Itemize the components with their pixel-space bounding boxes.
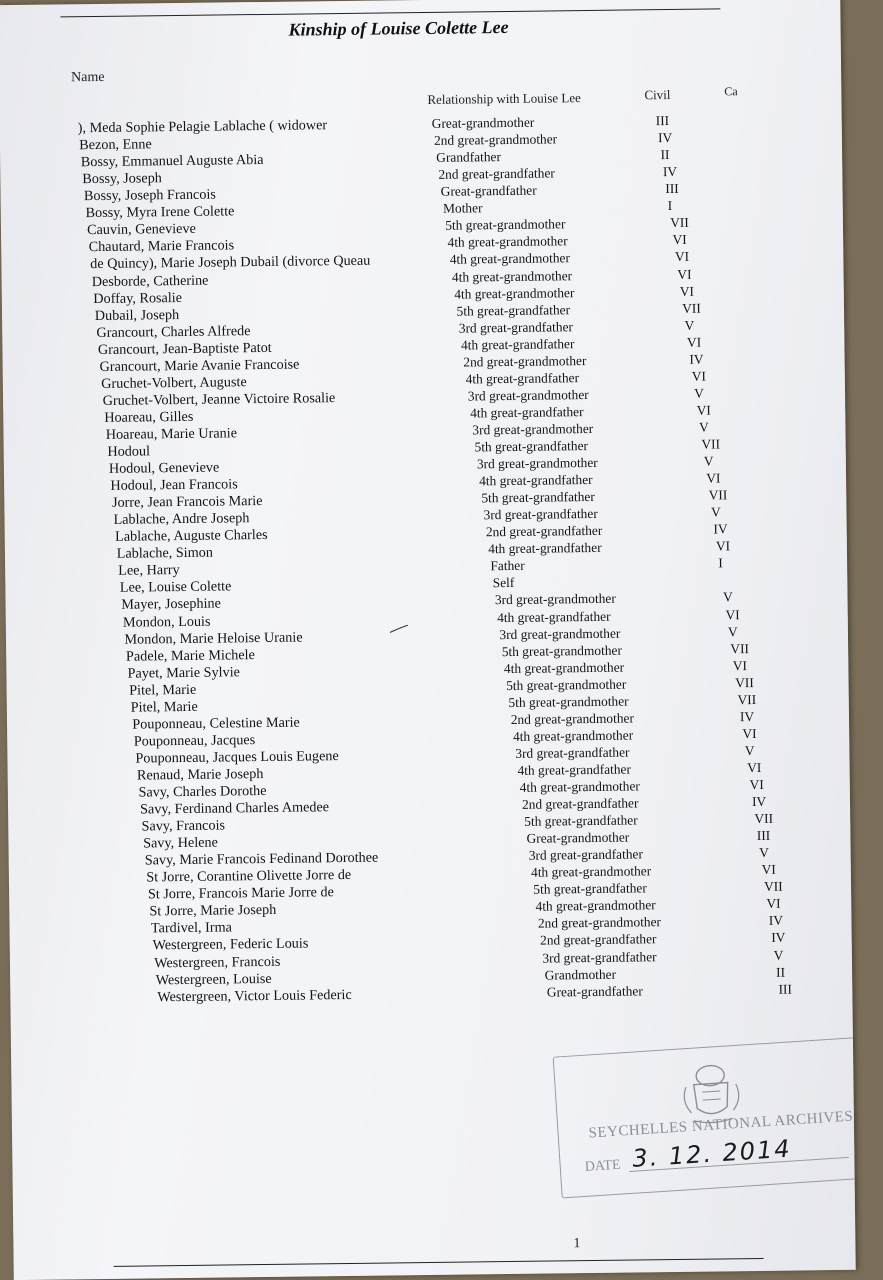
row-relationship: 4th great-grandmother	[535, 897, 656, 914]
row-relationship: 2nd great-grandmother	[537, 914, 662, 932]
row-relationship: Great-grandfather	[440, 182, 537, 199]
row-relationship: 4th great-grandfather	[517, 761, 631, 778]
row-civil: VI	[749, 776, 764, 793]
row-relationship: 3rd great-grandmother	[467, 386, 589, 404]
row-civil: IV	[739, 708, 755, 724]
row-relationship: 5th great-grandfather	[474, 437, 589, 455]
stamp-date-label: DATE	[584, 1157, 622, 1175]
row-name: Pitel, Marie	[130, 698, 198, 716]
row-relationship: 4th great-grandmother	[447, 233, 568, 251]
row-civil: VI	[674, 249, 690, 265]
row-civil: VII	[730, 640, 750, 656]
row-relationship: 3rd great-grandfather	[458, 318, 574, 336]
column-header-truncated: Ca	[724, 84, 738, 99]
row-relationship: 3rd great-grandmother	[499, 625, 621, 642]
row-civil: VI	[761, 861, 776, 878]
row-name: Westergreen, Victor Louis Federic	[157, 986, 352, 1005]
row-civil: V	[744, 742, 755, 759]
row-civil: VI	[715, 538, 731, 554]
row-relationship: 4th great-grandmother	[454, 284, 575, 302]
row-relationship: 2nd great-grandfather	[438, 165, 555, 183]
row-civil: V	[703, 453, 714, 469]
row-relationship: 4th great-grandmother	[449, 250, 570, 268]
row-relationship: 5th great-grandfather	[456, 301, 571, 319]
page-number: 1	[573, 1236, 581, 1252]
row-name: Savy, Charles Dorothe	[138, 782, 267, 801]
row-civil: VI	[725, 606, 740, 622]
row-name: Bossy, Myra Irene Colette	[85, 203, 235, 222]
row-relationship: 5th great-grandmother	[445, 216, 566, 234]
column-header-name: Name	[71, 69, 105, 86]
row-relationship: 5th great-grandfather	[533, 880, 647, 898]
row-name: Bezon, Enne	[79, 136, 152, 154]
row-name: Westergreen, Francois	[154, 953, 281, 971]
row-relationship: 3rd great-grandfather	[528, 846, 643, 863]
row-relationship: 3rd great-grandfather	[515, 744, 630, 761]
row-relationship: 3rd great-grandmother	[494, 591, 616, 608]
row-civil: IV	[771, 930, 786, 946]
row-civil: VII	[735, 674, 754, 690]
row-relationship: 3rd great-grandmother	[472, 420, 594, 438]
row-name: Lablache, Simon	[116, 544, 213, 563]
row-civil: VI	[732, 657, 747, 673]
row-civil: V	[723, 589, 733, 605]
row-relationship: 2nd great-grandmother	[433, 131, 558, 148]
row-relationship: 5th great-grandfather	[481, 489, 595, 506]
row-name: Hodoul, Genevieve	[108, 459, 220, 477]
row-name: Hoareau, Marie Uranie	[105, 425, 238, 443]
row-name: Grancourt, Marie Avanie Francoise	[99, 356, 300, 375]
row-civil: II	[776, 964, 786, 980]
row-relationship: 4th great-grandfather	[465, 369, 580, 387]
row-civil: IV	[768, 913, 784, 929]
row-civil: VII	[708, 487, 728, 503]
row-relationship: 4th great-grandfather	[479, 472, 593, 489]
row-name: Payet, Marie Sylvie	[127, 663, 240, 682]
row-civil: VI	[742, 725, 757, 741]
column-header-civil: Civil	[644, 86, 671, 103]
row-civil: I	[718, 555, 723, 571]
row-name: Mondon, Louis	[122, 613, 211, 631]
row-civil: III	[655, 113, 670, 129]
row-name: Doffay, Rosalie	[93, 289, 183, 307]
row-civil: VII	[737, 691, 757, 707]
row-name: Westergreen, Federic Louis	[152, 935, 309, 954]
row-relationship: 5th great-grandmother	[506, 676, 627, 693]
row-name: St Jorre, Marie Joseph	[149, 902, 277, 920]
row-civil: VI	[679, 283, 695, 299]
row-name: Lablache, Auguste Charles	[115, 527, 268, 545]
row-name: Bossy, Joseph Francois	[83, 186, 216, 205]
row-civil: III	[778, 981, 792, 997]
row-civil: V	[759, 844, 770, 861]
row-civil: II	[660, 147, 670, 163]
row-name: Pitel, Marie	[129, 681, 197, 699]
row-relationship: 4th great-grandmother	[519, 778, 640, 795]
row-civil: VII	[763, 878, 783, 895]
row-civil: VII	[670, 215, 689, 231]
row-name: Tardivel, Irma	[150, 919, 232, 937]
row-name: Savy, Helene	[143, 834, 219, 852]
row-name: Hoareau, Gilles	[104, 408, 194, 426]
row-civil: VI	[677, 266, 692, 282]
row-name: Padele, Marie Michele	[125, 646, 255, 665]
row-relationship: 3rd great-grandfather	[542, 948, 657, 966]
row-civil: V	[698, 419, 709, 435]
row-civil: IV	[751, 793, 767, 810]
row-relationship: 4th great-grandfather	[470, 403, 584, 421]
row-name: Bossy, Joseph	[82, 170, 162, 188]
row-civil: IV	[689, 351, 704, 367]
row-relationship: 2nd great-grandfather	[485, 523, 603, 540]
stamp-label: SEYCHELLES NATIONAL ARCHIVES	[588, 1108, 854, 1142]
row-relationship: 5th great-grandmother	[501, 642, 622, 659]
archive-stamp	[553, 1037, 856, 1199]
row-name: Pouponneau, Jacques	[133, 731, 256, 750]
row-name: Cauvin, Genevieve	[86, 221, 196, 239]
row-civil: VI	[747, 759, 762, 775]
document-title: Kinship of Louise Colette Lee	[288, 16, 509, 40]
row-civil: VI	[766, 895, 781, 912]
row-civil: VII	[701, 436, 721, 452]
row-name: Grancourt, Charles Alfrede	[96, 322, 251, 341]
row-name: Lee, Harry	[118, 562, 180, 580]
row-civil: V	[710, 504, 721, 520]
row-name: Westergreen, Louise	[155, 970, 272, 988]
row-name: Savy, Marie Francois Fedinand Dorothee	[144, 849, 379, 869]
row-civil: V	[694, 385, 704, 401]
row-civil: IV	[658, 130, 673, 146]
row-name: Gruchet-Volbert, Auguste	[101, 373, 247, 392]
row-civil: IV	[662, 164, 678, 180]
row-civil: VII	[682, 300, 701, 316]
row-relationship: Self	[492, 575, 515, 591]
row-name: Hodoul, Jean Francois	[110, 476, 238, 494]
pen-tick-mark	[389, 624, 409, 634]
row-relationship: 4th great-grandfather	[460, 335, 575, 353]
row-relationship: 5th great-grandfather	[524, 812, 638, 829]
row-relationship: 2nd great-grandmother	[510, 710, 634, 727]
row-name: Hodoul	[107, 443, 151, 460]
row-name: Jorre, Jean Francois Marie	[111, 493, 263, 511]
row-relationship: Grandfather	[436, 149, 502, 165]
row-civil: III	[665, 181, 679, 197]
row-name: Chautard, Marie Francois	[88, 237, 235, 256]
row-civil: VI	[696, 402, 711, 418]
row-relationship: Great-grandmother	[431, 114, 535, 131]
row-name: Mondon, Marie Heloise Uranie	[124, 629, 303, 648]
row-relationship: 4th great-grandmother	[512, 727, 634, 744]
row-name: Dubail, Joseph	[94, 306, 180, 324]
row-relationship: 3rd great-grandfather	[483, 506, 598, 523]
row-relationship: 5th great-grandmother	[508, 693, 629, 710]
row-civil: IV	[713, 521, 728, 537]
row-name: Savy, Ferdinand Charles Amedee	[139, 799, 330, 818]
row-name: Desborde, Catherine	[91, 272, 209, 290]
row-relationship: Father	[490, 558, 525, 574]
row-relationship: 4th great-grandmother	[503, 659, 625, 676]
row-relationship: 2nd great-grandfather	[521, 795, 639, 812]
row-name: Lee, Louise Colette	[119, 578, 232, 597]
row-civil: VI	[691, 368, 707, 384]
row-relationship: 4th great-grandmother	[451, 267, 573, 285]
row-name: ), Meda Sophie Pelagie Lablache ( widower	[77, 117, 328, 137]
row-relationship: 2nd great-grandmother	[463, 352, 587, 370]
row-relationship: 3rd great-grandmother	[476, 454, 598, 472]
row-relationship: 4th great-grandfather	[488, 540, 602, 557]
row-relationship: Grandmother	[544, 966, 617, 983]
row-civil: VI	[686, 334, 702, 350]
row-civil: VII	[754, 810, 774, 827]
row-name: de Quincy), Marie Joseph Dubail (divorce Queau	[90, 253, 371, 273]
row-name: Savy, Francois	[141, 817, 226, 835]
row-name: Gruchet-Volbert, Jeanne Victoire Rosalie	[102, 389, 336, 409]
row-name: Bossy, Emmanuel Auguste Abia	[80, 152, 264, 171]
row-civil: V	[727, 623, 738, 639]
row-relationship: Great-grandfather	[546, 982, 643, 1000]
row-civil: V	[773, 947, 784, 963]
row-civil: VI	[706, 470, 721, 486]
row-name: St Jorre, Francois Marie Jorre de	[147, 884, 334, 903]
row-civil: VI	[672, 232, 687, 248]
row-civil: III	[756, 827, 771, 844]
row-name: Renaud, Marie Joseph	[136, 765, 264, 784]
row-relationship: 2nd great-grandfather	[540, 931, 657, 949]
row-civil: I	[667, 198, 673, 214]
row-relationship: 4th great-grandmother	[530, 863, 652, 880]
row-relationship: Mother	[442, 200, 483, 217]
row-name: Mayer, Josephine	[121, 595, 221, 614]
row-name: Grancourt, Jean-Baptiste Patot	[97, 339, 272, 358]
row-name: Pouponneau, Celestine Marie	[132, 714, 300, 733]
row-relationship: Great-grandmother	[526, 829, 630, 846]
stamp-date-value: 3. 12. 2014	[631, 1134, 793, 1173]
row-name: Lablache, Andre Joseph	[113, 510, 250, 529]
column-header-relationship: Relationship with Louise Lee	[427, 90, 581, 107]
row-name: Pouponneau, Jacques Louis Eugene	[135, 747, 339, 767]
row-name: St Jorre, Corantine Olivette Jorre de	[146, 867, 352, 886]
row-relationship: 4th great-grandfather	[497, 608, 611, 625]
row-civil: V	[684, 317, 695, 333]
